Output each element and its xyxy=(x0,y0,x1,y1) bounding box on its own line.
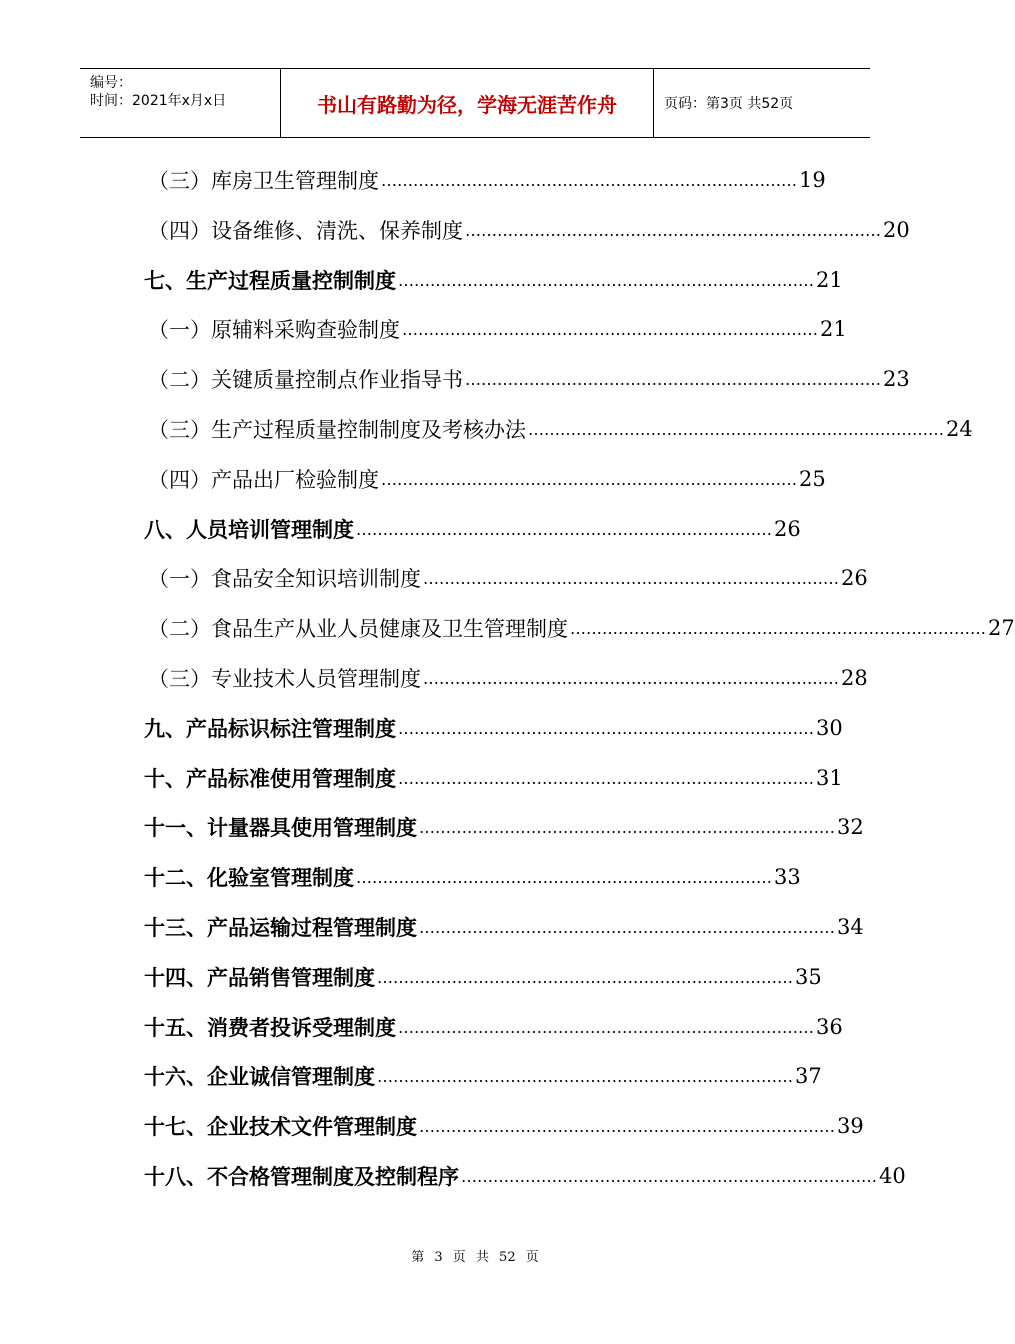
toc-leader-dots: …………………………………………………………………… xyxy=(419,917,835,937)
toc-entry-title: 十八、不合格管理制度及控制程序 xyxy=(144,1164,459,1189)
toc-entry-page: 23 xyxy=(883,367,910,391)
toc-entry[interactable] xyxy=(144,1056,822,1096)
toc-entry-title: 十二、化验室管理制度 xyxy=(144,865,354,890)
toc-leader-dots: …………………………………………………………………… xyxy=(356,519,772,539)
header-divider xyxy=(653,69,654,137)
header-page-label: 页码：第3页 共52页 xyxy=(664,96,794,112)
toc-entry[interactable] xyxy=(148,210,910,250)
toc-entry-title: （一）食品安全知识培训制度 xyxy=(148,567,421,591)
toc-entry[interactable] xyxy=(144,260,843,300)
toc-leader-dots: …………………………………………………………………… xyxy=(465,369,881,389)
toc-entry-page: 36 xyxy=(816,1015,843,1039)
toc-entry-page: 34 xyxy=(837,915,864,939)
toc-leader-dots: …………………………………………………………………… xyxy=(381,170,797,190)
toc-entry[interactable] xyxy=(144,708,843,748)
toc-leader-dots: …………………………………………………………………… xyxy=(377,1066,793,1086)
toc-leader-dots: …………………………………………………………………… xyxy=(461,1166,877,1186)
toc-entry-page: 21 xyxy=(816,268,843,292)
toc-entry-page: 31 xyxy=(816,766,843,790)
toc-entry-page: 32 xyxy=(837,815,864,839)
toc-entry-page: 28 xyxy=(841,666,868,690)
toc-entry-page: 27 xyxy=(988,616,1015,640)
toc-leader-dots: …………………………………………………………………… xyxy=(398,768,814,788)
toc-entry[interactable] xyxy=(148,160,826,200)
toc-leader-dots: …………………………………………………………………… xyxy=(402,319,818,339)
toc-entry-page: 39 xyxy=(837,1114,864,1138)
page-footer: 第 3 页 共 52 页 xyxy=(411,1250,539,1265)
toc-entry-page: 19 xyxy=(799,168,826,192)
toc-leader-dots: …………………………………………………………………… xyxy=(381,469,797,489)
toc-entry-title: 十、产品标准使用管理制度 xyxy=(144,766,396,791)
toc-entry[interactable] xyxy=(148,309,847,349)
toc-entry[interactable] xyxy=(148,558,868,598)
toc-leader-dots: …………………………………………………………………… xyxy=(528,419,944,439)
page-header xyxy=(80,68,870,138)
toc-entry-page: 20 xyxy=(883,218,910,242)
toc-entry[interactable] xyxy=(148,359,910,399)
toc-leader-dots: …………………………………………………………………… xyxy=(570,618,986,638)
toc-entry-title: 九、产品标识标注管理制度 xyxy=(144,716,396,741)
toc-entry-title: （三）生产过程质量控制制度及考核办法 xyxy=(148,418,526,442)
toc-entry[interactable] xyxy=(144,957,822,997)
toc-entry[interactable] xyxy=(148,459,826,499)
toc-entry-title: 七、生产过程质量控制制度 xyxy=(144,268,396,293)
toc-leader-dots: …………………………………………………………………… xyxy=(419,1116,835,1136)
toc-entry[interactable] xyxy=(148,658,868,698)
toc-leader-dots: …………………………………………………………………… xyxy=(423,568,839,588)
header-info-cell xyxy=(80,69,280,137)
toc-entry-page: 37 xyxy=(795,1064,822,1088)
toc-entry-title: 八、人员培训管理制度 xyxy=(144,517,354,542)
toc-entry-page: 30 xyxy=(816,716,843,740)
toc-entry-title: 十六、企业诚信管理制度 xyxy=(144,1064,375,1089)
toc-entry-page: 21 xyxy=(820,317,847,341)
document-number-label: 编号： xyxy=(90,75,132,91)
toc-entry[interactable] xyxy=(148,608,1015,648)
toc-entry[interactable] xyxy=(144,1156,906,1196)
toc-entry[interactable] xyxy=(144,807,864,847)
toc-leader-dots: …………………………………………………………………… xyxy=(356,867,772,887)
toc-entry-title: （四）产品出厂检验制度 xyxy=(148,468,379,492)
toc-entry-title: （四）设备维修、清洗、保养制度 xyxy=(148,219,463,243)
toc-entry-page: 40 xyxy=(879,1164,906,1188)
toc-entry[interactable] xyxy=(144,907,864,947)
toc-entry-title: （一）原辅料采购查验制度 xyxy=(148,318,400,342)
toc-entry[interactable] xyxy=(144,1106,864,1146)
toc-entry-title: （三）专业技术人员管理制度 xyxy=(148,667,421,691)
toc-leader-dots: …………………………………………………………………… xyxy=(423,668,839,688)
toc-entry-page: 26 xyxy=(841,566,868,590)
toc-entry[interactable] xyxy=(144,857,801,897)
toc-entry-page: 24 xyxy=(946,417,973,441)
toc-leader-dots: …………………………………………………………………… xyxy=(377,967,793,987)
toc-entry-title: （二）食品生产从业人员健康及卫生管理制度 xyxy=(148,617,568,641)
toc-leader-dots: …………………………………………………………………… xyxy=(419,817,835,837)
toc-leader-dots: …………………………………………………………………… xyxy=(465,220,881,240)
toc-entry[interactable] xyxy=(144,509,801,549)
toc-leader-dots: …………………………………………………………………… xyxy=(398,718,814,738)
toc-entry-title: 十一、计量器具使用管理制度 xyxy=(144,815,417,840)
toc-entry[interactable] xyxy=(144,758,843,798)
toc-entry-page: 26 xyxy=(774,517,801,541)
toc-entry-page: 33 xyxy=(774,865,801,889)
header-motto: 书山有路勤为径，学海无涯苦作舟 xyxy=(317,92,617,117)
toc-entry-title: 十七、企业技术文件管理制度 xyxy=(144,1114,417,1139)
toc-entry-title: （二）关键质量控制点作业指导书 xyxy=(148,368,463,392)
toc-entry-title: （三）库房卫生管理制度 xyxy=(148,169,379,193)
toc-leader-dots: …………………………………………………………………… xyxy=(398,270,814,290)
toc-leader-dots: …………………………………………………………………… xyxy=(398,1017,814,1037)
document-time-label: 时间：2021年x月x日 xyxy=(90,93,227,109)
toc-entry-page: 35 xyxy=(795,965,822,989)
toc-entry[interactable] xyxy=(148,409,973,449)
toc-entry-title: 十五、消费者投诉受理制度 xyxy=(144,1015,396,1040)
toc-entry[interactable] xyxy=(144,1007,843,1047)
toc-entry-page: 25 xyxy=(799,467,826,491)
toc-entry-title: 十四、产品销售管理制度 xyxy=(144,965,375,990)
toc-entry-title: 十三、产品运输过程管理制度 xyxy=(144,915,417,940)
